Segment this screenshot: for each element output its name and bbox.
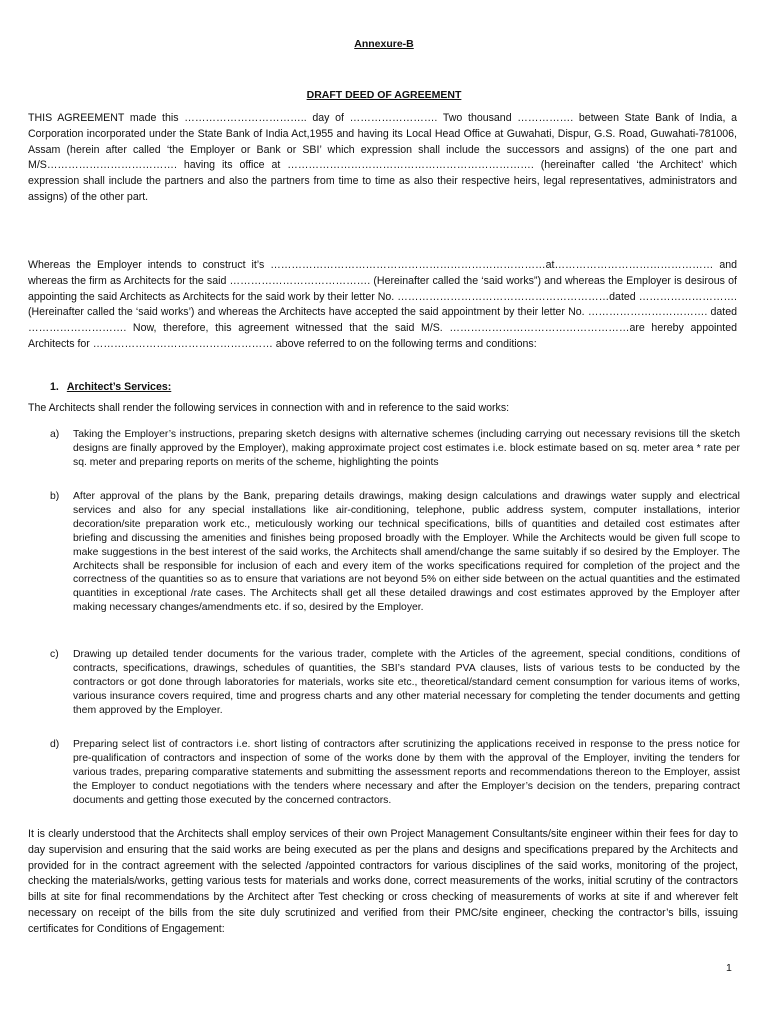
list-item-marker: b)	[50, 491, 60, 502]
agreement-preamble-paragraph: THIS AGREEMENT made this …………………………….. day of ……………………. Two thousand ……………. between State Bank of India, a Corporation incorporated under the State Bank of India Act,1955 and having its Local Head Office at Guwahati, Dispur, G.S. Road, Guwahati-781006, Assam (herein after called ‘the Employer or Bank or SBI’ which expression shall include the successors and assigns) of the one part and M/S………………………………. having its office at ……………………………………………………………. (hereinafter called ‘the Architect’ which expression shall include the partners and also the partners from time to time as also their respective heirs, legal representatives, administrators and assigns) of the other part.	[28, 112, 737, 203]
list-item	[50, 490, 740, 615]
page-number: 1	[726, 962, 732, 974]
whereas-paragraph: Whereas the Employer intends to construct it’s ……………………………………………………………………at……………………………………… and whereas the firm as Architects for the said …………………………………. (Hereinafter called the ‘said works”) and whereas the Employer is desirous of appointing the said Architects as Architects for the said work by their letter No. ……………………………………………………dated ………………………. (Hereinafter called the ‘said works’) and whereas the Architects have accepted the said appointment by their letter No. ……………………………. dated ………………………. Now, therefore, this agreement witnessed that the said M/S. ……………………………………………are hereby appointed Architects for …………………………………………… above referred to on the following terms and conditions:	[28, 259, 737, 350]
list-item	[50, 428, 740, 470]
list-item-marker: c)	[50, 649, 59, 660]
section-intro: The Architects shall render the following services in connection with and in reference to the said works:	[28, 402, 510, 414]
annexure-label: Annexure-B	[354, 38, 414, 50]
list-item-text: Preparing select list of contractors i.e. short listing of contractors after scrutinizing the applications received in response to the press notice for pre-qualification of contractors and inspection of some of the works done by them with the approval of the Employer, inviting the tenders for various trades, preparing comparative statements and submitting the assessment reports and recommendations thereon to the Employer, assist the Employer to conduct negotiations with the tenders where necessary and after the Employer’s decision on the tenders, preparing contract documents and getting those executed by the concerned contractors.	[73, 739, 740, 806]
list-item-text: Drawing up detailed tender documents for the various trader, complete with the Articles of the agreement, special conditions, conditions of contracts, specifications, drawings, schedules of quantities, the SBI’s standard PVA clauses, lists of various tests to be conducted by the contractors or got done through laboratories for materials, works site etc., theoretical/standard cement consumption for various items of works, various insurance covers required, time and progress charts and any other material necessary for completing the tender documents and getting them approved by the Employer.	[73, 649, 740, 716]
section-label: Architect’s Services:	[66, 381, 172, 393]
section-number: 1.	[50, 381, 59, 393]
list-item-marker: a)	[50, 429, 60, 440]
list-item-marker: d)	[50, 739, 60, 750]
list-item	[50, 738, 740, 808]
list-item-text: After approval of the plans by the Bank, preparing details drawings, making design calculations and drawings water supply and electrical services and also for any special installations like air-conditioning, telephone, public address system, computer installations, interior decoration/site preparation work etc., meticulously working our technical specifications, bills of quantities and detailed cost estimates after briefing and discussing the amenities and finishes being proposed broadly with the Employer. While the Architects would be given full scope to make suggestions in the best interest of the said works, the Architects shall amend/change the same suitably if so desired by the Employer. The Architects shall be responsible for inclusion of each and every item of the works specifications required for completion of the project and the correctness of the quantities so as to ensure that variations are not beyond 5% on either side between on the actual quantities and the estimated quantities in exceptional /rate cases. The Architects shall get all these detailed drawings and cost estimates approved by the Employer after making necessary changes/amendments etc. if so, desired by the Employer.	[73, 491, 740, 614]
section-heading	[50, 381, 171, 393]
list-item	[50, 648, 740, 718]
list-item-text: Taking the Employer’s instructions, preparing sketch designs with alternative schemes (including carrying out necessary revisions till the sketch designs are finally approved by the Employer), making approximate project cost estimates i.e. block estimate based on sq. meter area * rate per sq. meter and preparing reports on merits of the scheme, highlighting the points	[73, 429, 740, 468]
document-title: DRAFT DEED OF AGREEMENT	[306, 89, 462, 101]
supervision-paragraph: It is clearly understood that the Architects shall employ services of their own Project Management Consultants/site engineer within their fees for day to day supervision and ensuring that the said works are being executed as per the plans and designs and specifications prepared by the Architects and provided for in the contract agreement with the selected /appointed contractors for various disciplines of the said works, monitoring of the project, checking the materials/works, getting various tests for materials and works done, correct measurements of the works, initial scrutiny of the contractors bills at site for final recommendations by the Architect after Test checking or cross checking of measurements of works at site if and wherever felt necessary on receipt of the bills from the site duly scrutinized and verified from their PMC/site engineer, checking the contractor’s bills, issuing certificates for Conditions of Engagement:	[28, 828, 738, 935]
